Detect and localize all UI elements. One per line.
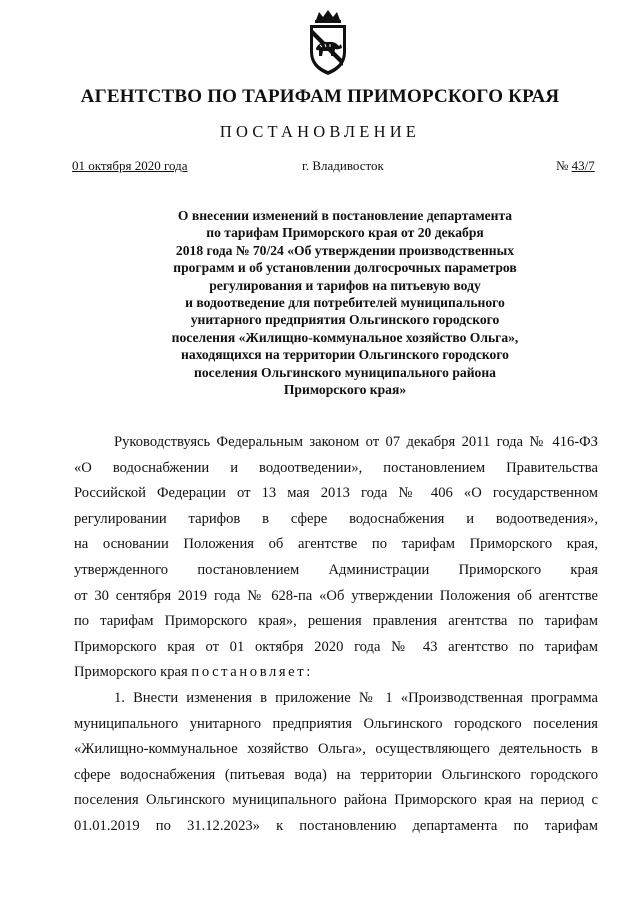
paragraph-line: 1. Внести изменения в приложение № 1 «Производственная программа: [114, 689, 598, 706]
title-line: и водоотведение для потребителей муниципального: [185, 295, 505, 311]
paragraph-line: муниципального унитарного предприятия Ольгинского городского поселения: [74, 715, 598, 732]
document-body: [74, 430, 598, 840]
title-line: поселения «Жилищно-коммунальное хозяйство Ольга»,: [171, 329, 519, 345]
document-city: г. Владивосток: [302, 158, 384, 173]
document-title: [125, 207, 565, 398]
paragraph-line: от 30 сентября 2019 года № 628-па «Об утверждении Положения об агентстве: [74, 587, 598, 604]
title-line: находящихся на территории Ольгинского городского: [181, 347, 509, 363]
document-number: [556, 158, 595, 174]
title-line: Приморского края»: [283, 382, 407, 398]
title-line: регулирования и тарифов на питьевую воду: [209, 277, 481, 293]
paragraph-line: утвержденного постановлением Администрации Приморского края: [74, 561, 598, 578]
document-type: ПОСТАНОВЛЕНИЕ: [219, 122, 421, 141]
resolution-prefix: Приморского края: [74, 664, 192, 681]
paragraph-line: Руководствуясь Федеральным законом от 07 декабря 2011 года № 416-ФЗ: [114, 434, 598, 450]
document-date: 01 октября 2020 года: [72, 158, 188, 173]
title-line: программ и об установлении долгосрочных параметров: [173, 260, 517, 276]
tiger-coat-of-arms-icon: [302, 8, 354, 78]
paragraph-line: [74, 660, 598, 686]
paragraph-line: поселения Ольгинского муниципального района Приморского края на период с: [74, 792, 598, 809]
paragraph-line: 01.01.2019 по 31.12.2023» к постановлению департамента по тарифам: [74, 817, 598, 834]
paragraph-line: Приморского края от 01 октября 2020 года № 43 агентство по тарифам: [74, 638, 598, 655]
title-line: 2018 года № 70/24 «Об утверждении производственных: [175, 242, 515, 258]
title-line: унитарного предприятия Ольгинского городского: [190, 312, 500, 328]
title-line: по тарифам Приморского края от 20 декабря: [206, 225, 484, 241]
number-prefix: №: [556, 158, 572, 173]
resolution-word: постановляет:: [191, 664, 313, 681]
paragraph-line: на основании Положения об агентстве по тарифам Приморского края,: [74, 536, 598, 553]
paragraph-line: регулировании тарифов в сфере водоснабжения и водоотведения»,: [74, 510, 598, 527]
paragraph-line: Российской Федерации от 13 мая 2013 года № 406 «О государственном: [74, 485, 598, 502]
paragraph-line: «О водоснабжении и водоотведении», постановлением Правительства: [74, 459, 598, 476]
paragraph-line: сфере водоснабжения (питьевая вода) на территории Ольгинского городского: [74, 766, 598, 783]
title-line: О внесении изменений в постановление департамента: [177, 208, 513, 223]
agency-name: АГЕНТСТВО ПО ТАРИФАМ ПРИМОРСКОГО КРАЯ: [80, 86, 560, 107]
number-value: 43/7: [571, 158, 595, 173]
paragraph-line: по тарифам Приморского края», решения правления агентства по тарифам: [74, 613, 598, 630]
paragraph-line: «Жилищно-коммунальное хозяйство Ольга», осуществляющего деятельность в: [74, 741, 598, 758]
title-line: поселения Ольгинского муниципального района: [194, 364, 496, 380]
